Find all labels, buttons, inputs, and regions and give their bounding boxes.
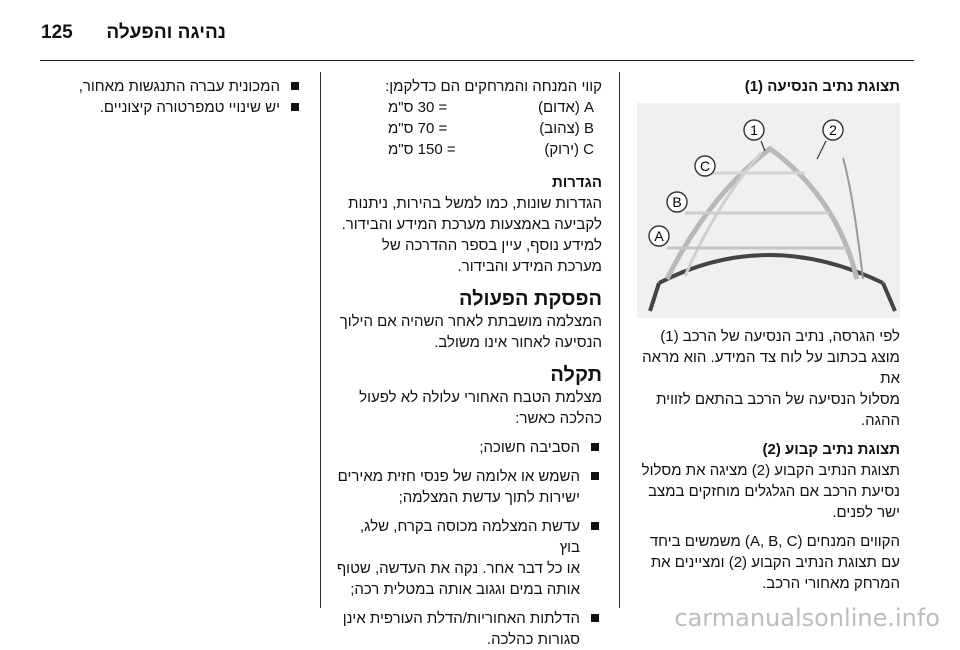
deactivation-heading: הפסקת הפעולה [458,288,602,310]
para-line: הקווים המנחים (A, B, C) משמשים ביחד [649,533,900,550]
para-line: כהלכה כאשר: [515,410,602,427]
callout-2 [823,120,843,140]
para-line: הגדרות שונות, כמו למשל בהירות, ניתנות [348,195,602,212]
watermark: carmanualsonline.info [674,604,940,632]
settings-heading: הגדרות [552,174,602,191]
para-line: מערכת המידע והבידור. [457,258,602,275]
callout-c-label: C [699,158,711,174]
para-line: למידע נוסף, עיין בספר ההדרכה של [381,237,602,254]
para-line: עם תצוגת הנתיב הקבוע (2) ומציינים את [650,554,900,571]
para-line: המצלמה מושבתת לאחר השהיה אם הילוך [339,313,602,330]
callout-a-label: A [654,228,664,244]
bullet-line: או כל דבר אחר. נקה את העדשה, שטוף [336,560,580,577]
para-line: מוצג בכתוב על לוח צד המידע. הוא מראה את [642,349,900,387]
distance-label: A (אדום) [538,99,594,116]
callout-2-label: 2 [829,122,837,138]
column-divider-right [619,72,620,608]
para-line: המרחק מאחורי הרכב. [762,575,900,592]
column-divider-left [320,72,321,608]
bullet-line: עדשת המצלמה מכוסה בקרח, שלג, בוץ [360,518,580,556]
bullet-line: המכונית עברה התנגשות מאחור, [78,78,280,95]
bullet-line: ישירות לתוך עדשת המצלמה; [398,489,580,506]
callout-b-label: B [672,194,682,210]
bullet-line: השמש או אלומה של פנסי חזית מאירים [337,468,580,485]
distance-value: = 70 ס"מ [388,120,448,137]
fault-bullet [40,76,302,97]
para-line: לפי הגרסה, נתיב הנסיעה של הרכב (1) [660,328,900,345]
fault-bullet [336,608,602,650]
page-number: 125 [41,22,73,43]
callout-b [667,192,687,212]
bullet-line: סגורות כהלכה. [486,631,580,648]
column-left [40,76,302,118]
header-rule [40,60,914,61]
distance-row-a [336,97,602,118]
distance-row-c [336,139,602,160]
fault-bullet [336,516,602,600]
bullet-line: יש שינויי טמפרטורה קיצוניים. [99,99,280,116]
callout-1-label: 1 [750,122,758,138]
callout-1 [744,120,764,140]
distance-value: = 150 ס"מ [388,141,456,158]
para-line: מצלמת הטבח האחורי עלולה לא לפעול [359,389,602,406]
distance-label: C (ירוק) [544,141,594,158]
bullet-line: אותה במים וגגוב אותה במטלית רכה; [350,581,580,598]
column-middle [336,76,602,650]
section-heading-fixed-path: תצוגת נתיב קבוע (2) [762,441,900,458]
para-line: נסיעת הרכב אם הגלגלים מוחזקים במצב [648,483,900,500]
callout-a [649,226,669,246]
section-heading-driving-path: תצוגת נתיב הנסיעה (1) [744,78,900,95]
column-right [636,76,900,97]
para-line: מסלול הנסיעה של הרכב בהתאם לזווית [656,391,900,408]
fault-bullet [336,466,602,508]
fault-heading: תקלה [550,364,602,386]
rear-camera-guidelines-diagram [637,103,900,318]
para-line: ישר לפנים. [832,504,900,521]
para-line: הנסיעה לאחור אינו משולב. [434,334,602,351]
para-line: תצוגת הנתיב הקבוע (2) מציגה את מסלול [641,462,900,479]
distance-label: B (צהוב) [539,120,594,137]
guideline-intro: קווי המנחה והמרחקים הם כדלקמן: [385,78,602,95]
column-right-body [636,326,900,594]
chapter-title: נהיגה והפעלה [106,22,226,43]
bullet-line: הדלתות האחוריות/הדלת העורפית אינן [342,610,580,627]
para-line: ההגה. [860,412,900,429]
bullet-line: הסביבה חשוכה; [479,439,580,456]
para-line: לקביעה באמצעות מערכת המידע והבידור. [341,216,602,233]
callout-c [695,156,715,176]
fault-bullet [336,437,602,458]
distance-row-b [336,118,602,139]
distance-value: = 30 ס"מ [388,99,448,116]
fault-bullet [40,97,302,118]
